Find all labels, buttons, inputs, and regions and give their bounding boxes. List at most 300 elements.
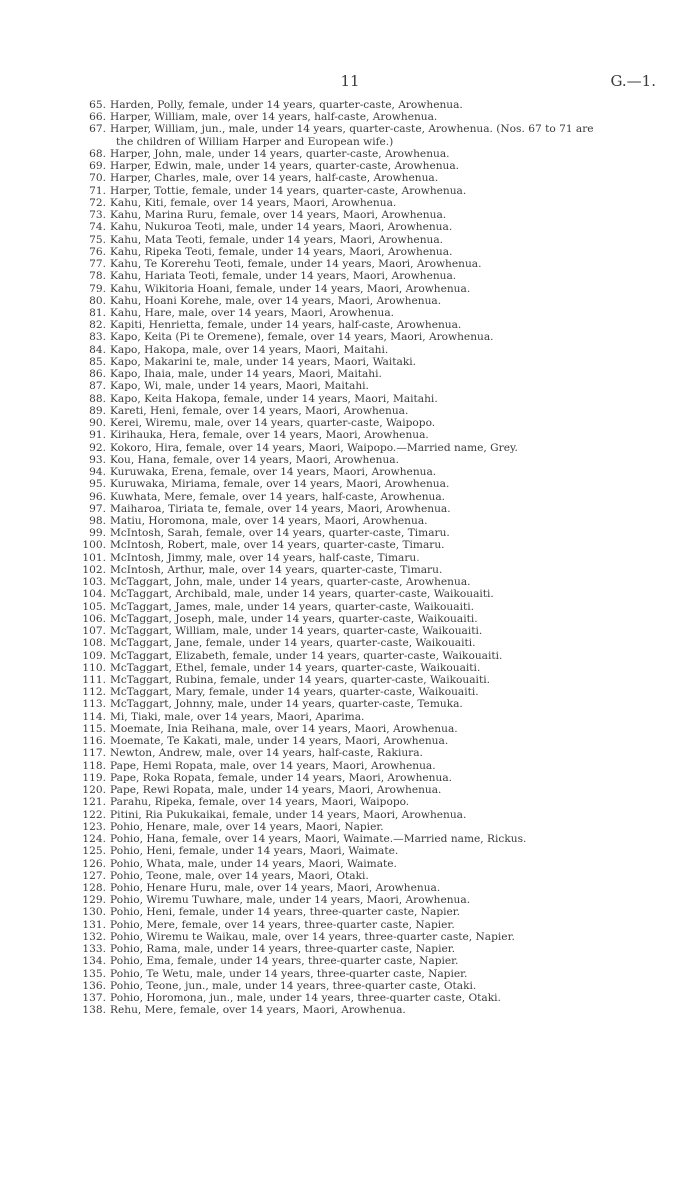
list-item [72,185,672,197]
entry-main-text: Moemate, Inia Reihana, male, over 14 years, Maori, Arowhenua. [110,722,458,735]
list-item [72,650,672,662]
entry-number: 130. [82,906,106,919]
entry-main-text: Kapo, Hakopa, male, over 14 years, Maori, Maitahi. [110,343,389,356]
list-item [72,148,672,160]
entry-number: 83. [89,331,106,344]
entry-text [110,760,672,772]
entry-number: 104. [82,588,106,601]
list-item [72,527,672,539]
entry-main-text: McIntosh, Arthur, male, over 14 years, quarter-caste, Timaru. [110,563,443,576]
list-item [72,821,672,833]
entry-main-text: Kapo, Keita Hakopa, female, under 14 years, Maori, Maitahi. [110,392,438,405]
entry-text [110,747,672,759]
entry-number: 114. [82,710,106,723]
entry-text [110,821,672,833]
entry-text [110,686,672,698]
entry-number: 134. [82,955,106,968]
entry-continuation-text: the children of William Harper and European wife.) [116,135,394,148]
entry-number: 122. [82,808,106,821]
list-item [72,686,672,698]
entry-main-text: Pohio, Teone, male, over 14 years, Maori, Otaki. [110,869,369,882]
entry-text [110,894,672,906]
entry-main-text: McTaggart, Rubina, female, under 14 years, quarter-caste, Waikouaiti. [110,674,490,687]
list-item [72,735,672,747]
entry-number: 67. [89,123,106,136]
entry-number: 76. [89,245,106,258]
entry-text [110,723,672,735]
entry-main-text: Pitini, Ria Pukukaikai, female, under 14 years, Maori, Arowhenua. [110,808,467,821]
entry-main-text: Kapo, Keita (Pi te Oremene), female, over 14 years, Maori, Arowhenua. [110,331,494,344]
entry-number: 101. [82,551,106,564]
entry-number: 84. [89,343,106,356]
list-item [72,307,672,319]
list-item [72,809,672,821]
entry-main-text: Maiharoa, Tiriata te, female, over 14 years, Maori, Arowhenua. [110,502,451,515]
entry-main-text: Pohio, Wiremu te Waikau, male, over 14 years, three-quarter caste, Napier. [110,930,515,943]
entry-number: 77. [89,258,106,271]
entry-main-text: Mi, Tiaki, male, over 14 years, Maori, Aparima. [110,710,365,723]
entry-main-text: Pohio, Rama, male, under 14 years, three-quarter caste, Napier. [110,943,456,956]
entry-number: 99. [89,527,106,540]
entry-main-text: Kuwhata, Mere, female, over 14 years, half-caste, Arowhenua. [110,490,446,503]
entry-text [110,980,672,992]
entry-main-text: Pape, Roka Ropata, female, under 14 years, Maori, Arowhenua. [110,771,453,784]
entry-number: 68. [89,147,106,160]
entry-number: 80. [89,294,106,307]
entry-number: 81. [89,306,106,319]
entry-main-text: Matiu, Horomona, male, over 14 years, Maori, Arowhenua. [110,514,428,527]
entry-number: 128. [82,882,106,894]
entry-main-text: Newton, Andrew, male, over 14 years, half-caste, Rakiura. [110,747,423,760]
entry-text [110,491,672,503]
entry-number: 135. [82,967,106,980]
list-item [72,833,672,845]
list-item [72,968,672,980]
entry-main-text: McTaggart, Archibald, male, under 14 years, quarter-caste, Waikouaiti. [110,588,494,601]
entry-text [110,845,672,857]
entry-main-text: Harper, William, jun., male, under 14 years, quarter-caste, Arowhenua. (Nos. 67 to 71 are [110,123,594,136]
entry-number: 73. [89,209,106,222]
entry-number: 119. [82,771,106,784]
entry-main-text: Pohio, Hana, female, over 14 years, Maori, Waimate.—Married name, Rickus. [110,833,527,846]
entry-number: 70. [89,172,106,185]
entry-text [110,368,672,380]
entry-main-text: Pohio, Horomona, jun., male, under 14 years, three-quarter caste, Otaki. [110,992,501,1005]
entry-text [110,356,672,368]
list-item [72,270,672,282]
list-item [72,992,672,1004]
entry-main-text: Kapiti, Henrietta, female, under 14 years, half-caste, Arowhenua. [110,319,462,332]
entry-number: 69. [89,160,106,173]
entry-text [110,258,672,270]
list-item [72,258,672,270]
entry-number: 118. [82,759,106,772]
entry-main-text: Kokoro, Hira, female, over 14 years, Maori, Waipopo.—Married name, Grey. [110,441,518,454]
entry-main-text: Kuruwaka, Miriama, female, over 14 years, Maori, Arowhenua. [110,478,450,491]
entry-text [110,246,672,258]
entry-text [110,111,672,123]
entry-main-text: Pohio, Ema, female, under 14 years, three-quarter caste, Napier. [110,955,459,968]
entry-number: 105. [82,600,106,613]
list-item [72,845,672,857]
entry-number: 65. [89,99,106,111]
entry-number: 93. [89,453,106,466]
entry-main-text: Kahu, Te Korerehu Teoti, female, under 14 years, Maori, Arowhenua. [110,258,482,271]
entry-main-text: Rehu, Mere, female, over 14 years, Maori, Arowhenua. [110,1004,406,1017]
list-item [72,197,672,209]
entry-text [110,735,672,747]
entry-text [110,319,672,331]
list-item [72,955,672,967]
entry-text [110,882,672,894]
entry-text [110,625,672,637]
entry-main-text: Kahu, Marina Ruru, female, over 14 years, Maori, Arowhenua. [110,209,447,222]
entry-number: 96. [89,490,106,503]
list-item [72,613,672,625]
entry-main-text: Pohio, Henare Huru, male, over 14 years, Maori, Arowhenua. [110,882,441,894]
register-list [72,99,672,1017]
entry-text [110,527,672,539]
entry-text [110,637,672,649]
list-item [72,625,672,637]
list-item [72,160,672,172]
entry-text [110,270,672,282]
entry-text [110,698,672,710]
entry-number: 98. [89,514,106,527]
entry-text [110,99,672,111]
list-item [72,576,672,588]
entry-number: 116. [82,735,106,748]
entry-number: 125. [82,845,106,858]
list-item [72,393,672,405]
entry-main-text: Kirihauka, Hera, female, over 14 years, Maori, Arowhenua. [110,429,429,442]
list-item [72,246,672,258]
list-item [72,662,672,674]
entry-number: 103. [82,576,106,589]
entry-text [110,185,672,197]
entry-number: 89. [89,404,106,417]
entry-text [110,539,672,551]
entry-number: 120. [82,784,106,797]
entry-text [110,674,672,686]
entry-number: 91. [89,429,106,442]
entry-text [110,283,672,295]
entry-number: 109. [82,649,106,662]
entry-main-text: McIntosh, Jimmy, male, over 14 years, half-caste, Timaru. [110,551,420,564]
entry-main-text: Kareti, Heni, female, over 14 years, Maori, Arowhenua. [110,404,409,417]
list-item [72,429,672,441]
list-item [72,417,672,429]
entry-text [110,1004,672,1016]
list-item [72,747,672,759]
list-item [72,99,672,111]
entry-text [110,234,672,246]
entry-main-text: Pape, Rewi Ropata, male, under 14 years, Maori, Arowhenua. [110,784,442,797]
entry-number: 82. [89,319,106,332]
list-item [72,123,672,147]
entry-main-text: McTaggart, Ethel, female, under 14 years, quarter-caste, Waikouaiti. [110,661,481,674]
entry-main-text: McIntosh, Robert, male, over 14 years, quarter-caste, Timaru. [110,539,445,552]
list-item [72,221,672,233]
entry-main-text: Pohio, Mere, female, over 14 years, three-quarter caste, Napier. [110,918,455,931]
entry-text [110,172,672,184]
list-item [72,698,672,710]
entry-number: 72. [89,196,106,209]
entry-text [110,380,672,392]
entry-main-text: McTaggart, John, male, under 14 years, quarter-caste, Arowhenua. [110,576,471,589]
entry-number: 106. [82,612,106,625]
list-item [72,784,672,796]
entry-text [110,405,672,417]
entry-number: 79. [89,282,106,295]
entry-main-text: Kahu, Hariata Teoti, female, under 14 years, Maori, Arowhenua. [110,270,457,283]
list-item [72,723,672,735]
entry-text [110,613,672,625]
entry-text [110,393,672,405]
entry-text [110,943,672,955]
entry-main-text: McTaggart, Elizabeth, female, under 14 years, quarter-caste, Waikouaiti. [110,649,503,662]
entry-text [110,442,672,454]
entry-text [110,197,672,209]
list-item [72,870,672,882]
list-item [72,344,672,356]
entry-main-text: Harper, Tottie, female, under 14 years, quarter-caste, Arowhenua. [110,184,467,197]
list-item [72,1004,672,1016]
entry-main-text: McTaggart, Johnny, male, under 14 years, quarter-caste, Temuka. [110,698,463,711]
entry-number: 90. [89,417,106,430]
entry-text [110,148,672,160]
list-item [72,454,672,466]
list-item [72,356,672,368]
entry-main-text: Parahu, Ripeka, female, over 14 years, Maori, Waipopo. [110,796,410,809]
entry-main-text: Pohio, Te Wetu, male, under 14 years, three-quarter caste, Napier. [110,967,468,980]
entry-number: 131. [82,918,106,931]
entry-number: 132. [82,930,106,943]
list-item [72,380,672,392]
list-item [72,442,672,454]
entry-text [110,295,672,307]
entry-text [110,968,672,980]
entry-text [110,601,672,613]
entry-text [110,796,672,808]
entry-main-text: Harper, William, male, over 14 years, half-caste, Arowhenua. [110,111,438,124]
entry-number: 94. [89,466,106,479]
entry-text [110,772,672,784]
list-item [72,931,672,943]
list-item [72,319,672,331]
entry-text [110,466,672,478]
list-item [72,674,672,686]
entry-number: 111. [82,674,106,687]
list-item [72,552,672,564]
entry-number: 126. [82,857,106,870]
list-item [72,234,672,246]
list-item [72,882,672,894]
entry-main-text: Kahu, Hoani Korehe, male, over 14 years, Maori, Arowhenua. [110,294,442,307]
entry-text [110,123,672,147]
entry-text [110,870,672,882]
list-item [72,503,672,515]
entry-main-text: Pape, Hemi Ropata, male, over 14 years, Maori, Arowhenua. [110,759,436,772]
list-item [72,515,672,527]
entry-main-text: Kuruwaka, Erena, female, over 14 years, Maori, Arowhenua. [110,466,437,479]
entry-main-text: Harden, Polly, female, under 14 years, quarter-caste, Arowhenua. [110,99,463,111]
entry-text [110,919,672,931]
entry-main-text: McTaggart, William, male, under 14 years, quarter-caste, Waikouaiti. [110,625,483,638]
entry-number: 71. [89,184,106,197]
list-item [72,711,672,723]
entry-text [110,662,672,674]
entry-number: 115. [82,722,106,735]
list-item [72,564,672,576]
entry-number: 121. [82,796,106,809]
entry-number: 127. [82,869,106,882]
list-item [72,172,672,184]
entry-text [110,588,672,600]
entry-text [110,784,672,796]
entry-main-text: Pohio, Whata, male, under 14 years, Maori, Waimate. [110,857,397,870]
entry-main-text: Kahu, Kiti, female, over 14 years, Maori, Arowhenua. [110,196,397,209]
entry-number: 108. [82,637,106,650]
list-item [72,405,672,417]
list-item [72,588,672,600]
entry-text [110,576,672,588]
entry-number: 137. [82,992,106,1005]
entry-number: 88. [89,392,106,405]
entry-number: 100. [82,539,106,552]
entry-number: 117. [82,747,106,760]
list-item [72,796,672,808]
entry-number: 124. [82,833,106,846]
entry-number: 113. [82,698,106,711]
entry-number: 107. [82,625,106,638]
entry-number: 95. [89,478,106,491]
page-number: 11 [340,72,360,90]
entry-main-text: Pohio, Teone, jun., male, under 14 years, three-quarter caste, Otaki. [110,979,477,992]
entry-text [110,344,672,356]
entry-main-text: Harper, Edwin, male, under 14 years, quarter-caste, Arowhenua. [110,160,460,173]
entry-text [110,454,672,466]
entry-main-text: McTaggart, Jane, female, under 14 years, quarter-caste, Waikouaiti. [110,637,476,650]
entry-text [110,160,672,172]
entry-main-text: Pohio, Wiremu Tuwhare, male, under 14 years, Maori, Arowhenua. [110,894,471,907]
entry-main-text: Kahu, Mata Teoti, female, under 14 years, Maori, Arowhenua. [110,233,444,246]
entry-text [110,955,672,967]
entry-number: 78. [89,270,106,283]
list-item [72,539,672,551]
list-item [72,283,672,295]
entry-number: 85. [89,355,106,368]
entry-text [110,209,672,221]
entry-main-text: Kapo, Makarini te, male, under 14 years, Maori, Waitaki. [110,355,416,368]
entry-text [110,711,672,723]
list-item [72,491,672,503]
entry-main-text: Kapo, Ihaia, male, under 14 years, Maori, Maitahi. [110,368,382,381]
list-item [72,601,672,613]
list-item [72,209,672,221]
entry-text [110,307,672,319]
entry-text [110,552,672,564]
list-item [72,943,672,955]
entry-main-text: Pohio, Henare, male, over 14 years, Maori, Napier. [110,820,384,833]
entry-number: 92. [89,441,106,454]
list-item [72,760,672,772]
entry-text [110,931,672,943]
entry-number: 102. [82,563,106,576]
entry-main-text: Kahu, Nukuroa Teoti, male, under 14 years, Maori, Arowhenua. [110,221,453,234]
entry-main-text: Kou, Hana, female, over 14 years, Maori, Arowhenua. [110,453,399,466]
entry-number: 86. [89,368,106,381]
entry-number: 123. [82,820,106,833]
entry-main-text: Pohio, Heni, female, under 14 years, three-quarter caste, Napier. [110,906,461,919]
list-item [72,919,672,931]
entry-main-text: Kerei, Wiremu, male, over 14 years, quarter-caste, Waipopo. [110,417,436,430]
entry-number: 66. [89,111,106,124]
entry-text [110,417,672,429]
entry-main-text: McTaggart, Joseph, male, under 14 years, quarter-caste, Waikouaiti. [110,612,478,625]
entry-text [110,478,672,490]
list-item [72,906,672,918]
entry-number: 138. [82,1004,106,1017]
list-item [72,894,672,906]
entry-main-text: Pohio, Heni, female, under 14 years, Maori, Waimate. [110,845,399,858]
list-item [72,368,672,380]
entry-main-text: Harper, Charles, male, over 14 years, half-caste, Arowhenua. [110,172,439,185]
entry-main-text: Moemate, Te Kakati, male, under 14 years, Maori, Arowhenua. [110,735,449,748]
entry-number: 87. [89,380,106,393]
entry-main-text: Kahu, Hare, male, over 14 years, Maori, Arowhenua. [110,306,395,319]
list-item [72,111,672,123]
entry-number: 110. [82,661,106,674]
entry-main-text: Harper, John, male, under 14 years, quarter-caste, Arowhenua. [110,147,450,160]
entry-text [110,809,672,821]
entry-number: 97. [89,502,106,515]
entry-text [110,650,672,662]
entry-text [110,429,672,441]
entry-main-text: McTaggart, Mary, female, under 14 years, quarter-caste, Waikouaiti. [110,686,479,699]
list-item [72,637,672,649]
entry-text [110,221,672,233]
entry-number: 74. [89,221,106,234]
document-reference: G.—1. [610,72,656,90]
entry-number: 75. [89,233,106,246]
list-item [72,980,672,992]
entry-number: 129. [82,894,106,907]
entry-text [110,515,672,527]
entry-main-text: Kapo, Wi, male, under 14 years, Maori, Maitahi. [110,380,369,393]
entry-text [110,858,672,870]
entry-main-text: Kahu, Ripeka Teoti, female, under 14 years, Maori, Arowhenua. [110,245,453,258]
entry-text [110,833,672,845]
entry-main-text: Kahu, Wikitoria Hoani, female, under 14 years, Maori, Arowhenua. [110,282,471,295]
list-item [72,466,672,478]
list-item [72,858,672,870]
entry-text [110,331,672,343]
entry-text [110,906,672,918]
entry-text [110,992,672,1004]
list-item [72,295,672,307]
entry-number: 112. [82,686,106,699]
entry-number: 133. [82,943,106,956]
list-item [72,331,672,343]
entry-text [110,564,672,576]
entry-main-text: McIntosh, Sarah, female, over 14 years, quarter-caste, Timaru. [110,527,450,540]
entry-number: 136. [82,979,106,992]
entry-main-text: McTaggart, James, male, under 14 years, quarter-caste, Waikouaiti. [110,600,474,613]
entry-text [110,503,672,515]
list-item [72,478,672,490]
list-item [72,772,672,784]
